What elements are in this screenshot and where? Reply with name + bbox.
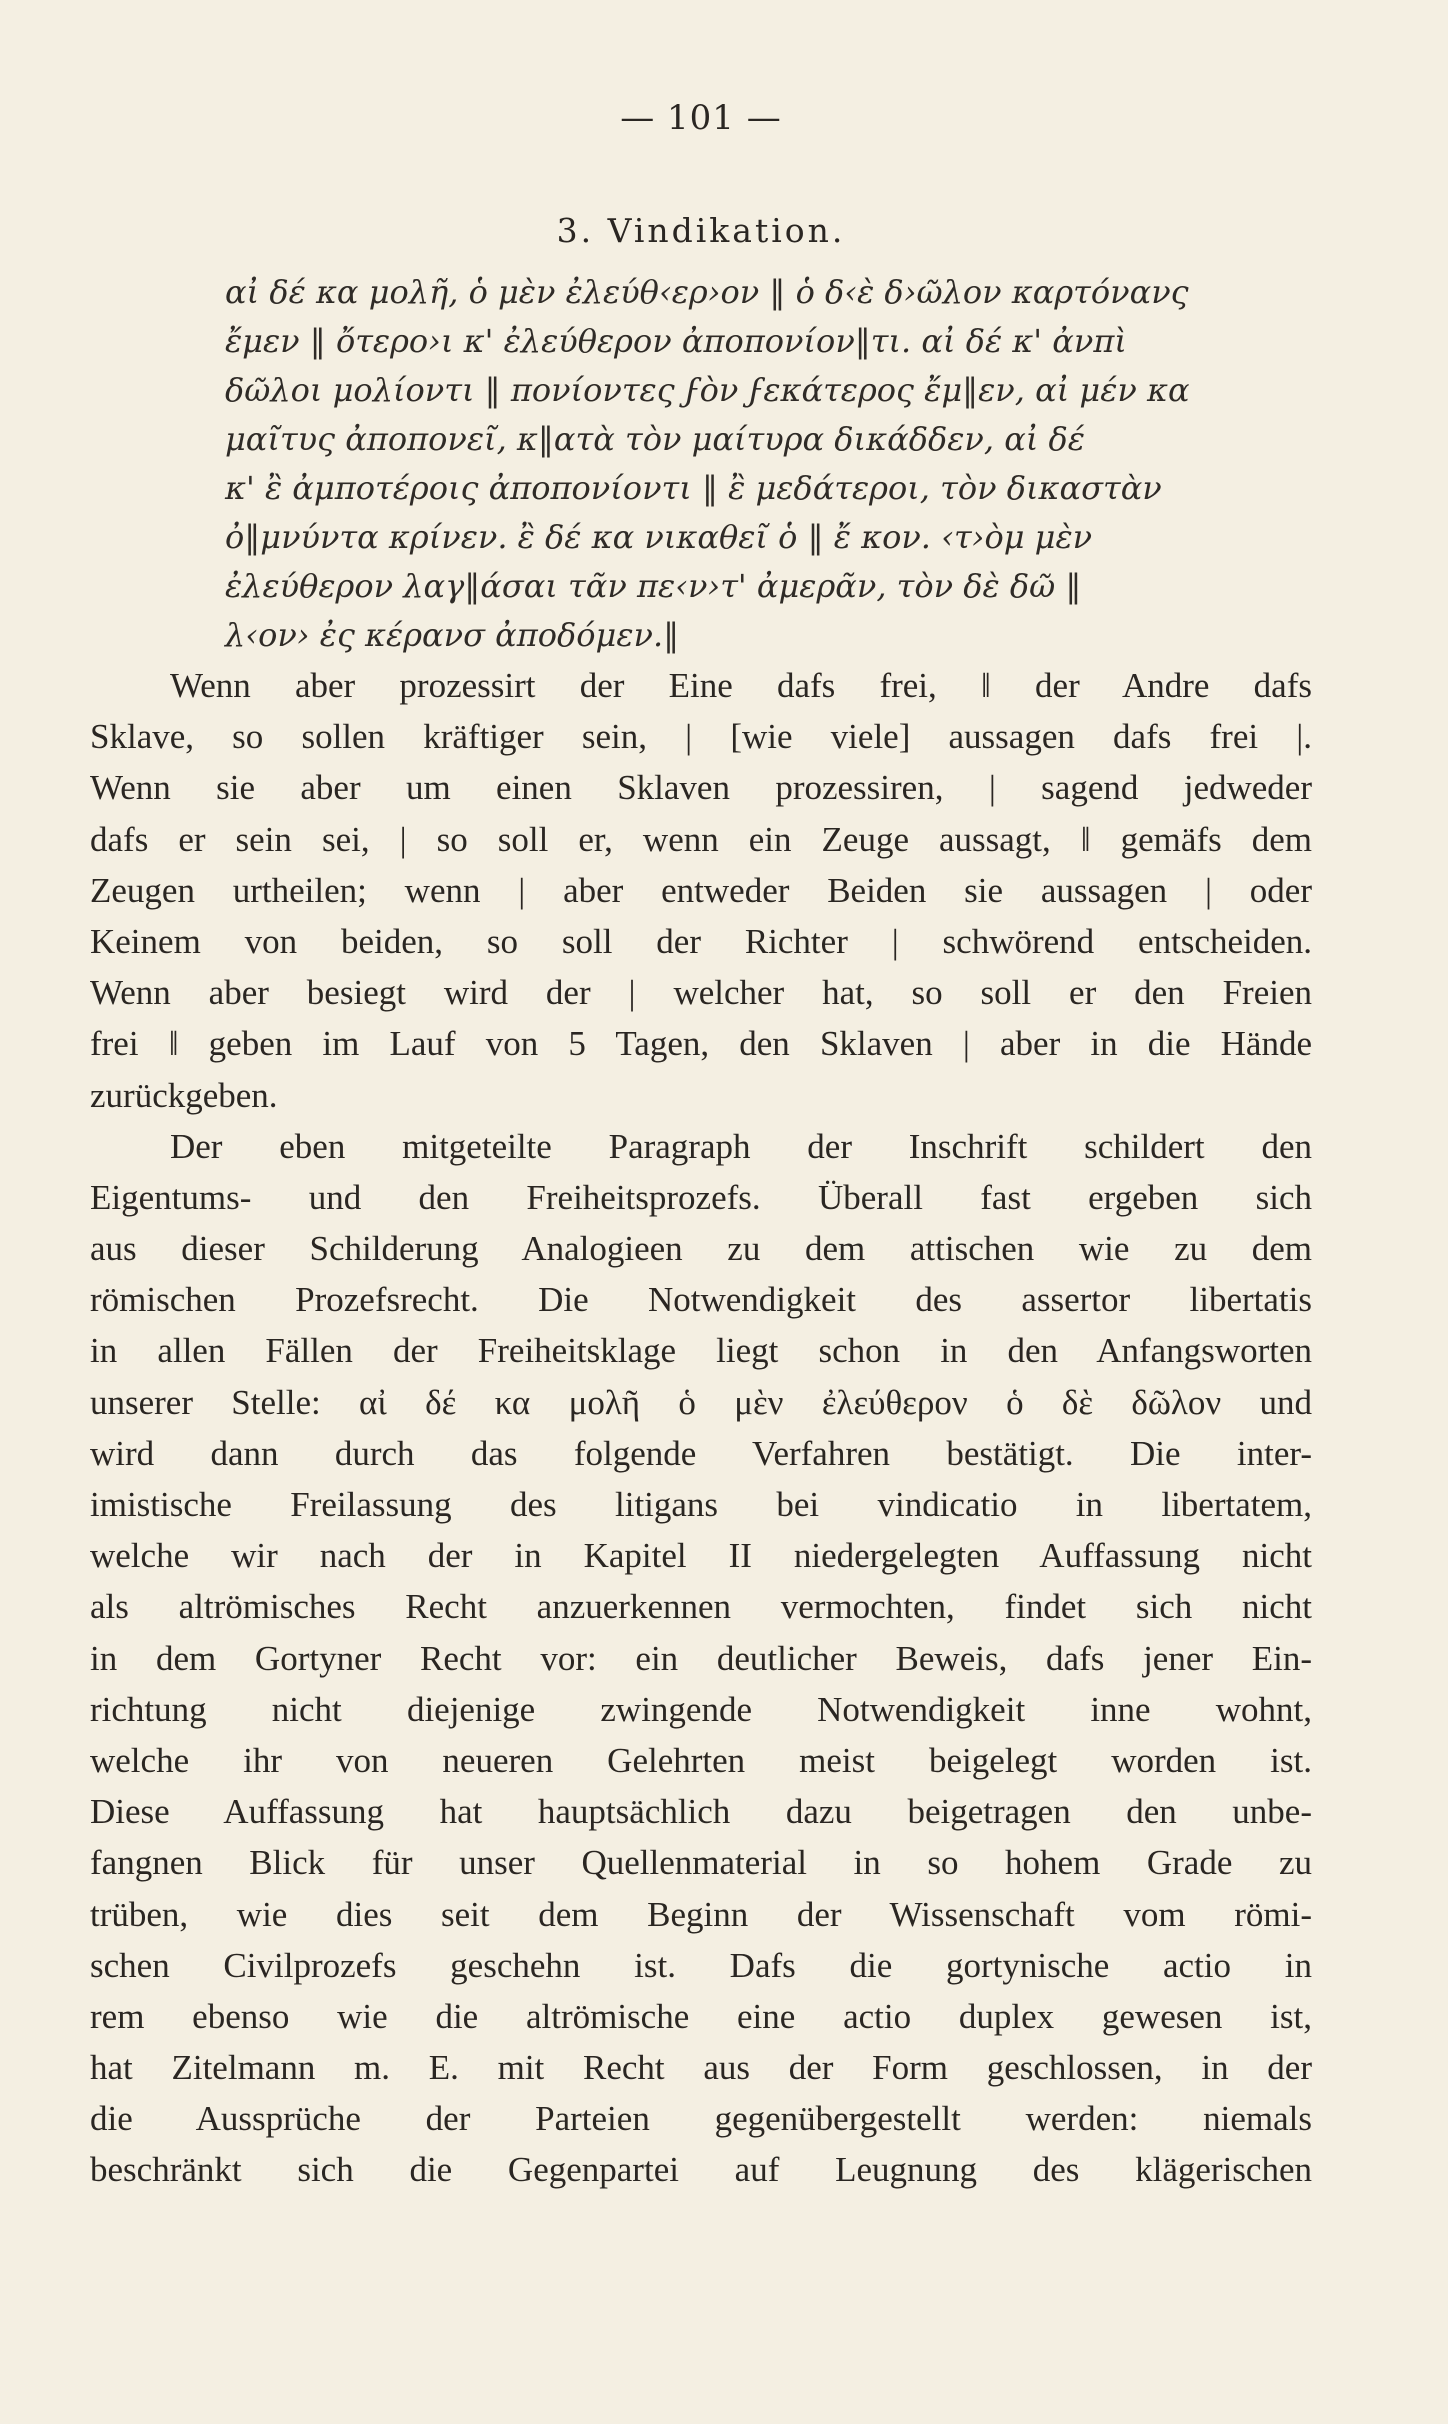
text-line: richtung nicht diejenige zwingende Notwendigkeit inne wohnt, xyxy=(90,1689,1312,1729)
text-line: fangnen Blick für unser Quellenmaterial in so hohem Grade zu xyxy=(90,1843,1312,1883)
text-line: die Aussprüche der Parteien gegenübergestellt werden: niemals xyxy=(90,2099,1312,2139)
text-line: welche wir nach der in Kapitel II niedergelegten Auffassung nicht xyxy=(90,1536,1312,1576)
text-line: zurückgeben. xyxy=(90,1075,278,1115)
greek-line: μαῖτυς ἀποπονεῖ, κ‖ατὰ τὸν μαίτυρα δικάδδεν, αἰ δέ xyxy=(225,420,1085,458)
text-line: Zeugen urtheilen; wenn | aber entweder Beiden sie aussagen | oder xyxy=(90,870,1312,910)
greek-line: δῶλοι μολίοντι ‖ πονίοντες ϝὸν ϝεκάτερος ἔμ‖εν, αἰ μέν κα xyxy=(225,371,1190,409)
text-line: Der eben mitgeteilte Paragraph der Inschrift schildert den xyxy=(170,1126,1312,1166)
text-line: beschränkt sich die Gegenpartei auf Leugnung des klägerischen xyxy=(90,2150,1312,2190)
text-line: trüben, wie dies seit dem Beginn der Wissenschaft vom römi- xyxy=(90,1894,1312,1934)
text-line: in dem Gortyner Recht vor: ein deutlicher Beweis, dafs jener Ein- xyxy=(90,1638,1312,1678)
text-line: Sklave, so sollen kräftiger sein, | [wie viele] aussagen dafs frei |. xyxy=(90,717,1312,757)
text-line: schen Civilprozefs geschehn ist. Dafs die gortynische actio in xyxy=(90,1945,1312,1985)
text-line: als altrömisches Recht anzuerkennen vermochten, findet sich nicht xyxy=(90,1587,1312,1627)
section-title: 3. Vindikation. xyxy=(556,211,846,250)
text-line: dafs er sein sei, | so soll er, wenn ein Zeuge aussagt, ‖ gemäfs dem xyxy=(90,819,1312,859)
greek-line: αἰ δέ κα μολῆ, ὁ μὲν ἐλεύθ‹ερ›ον ‖ ὁ δ‹ὲ δ›ῶλον καρτόνανς xyxy=(225,273,1189,311)
text-line: aus dieser Schilderung Analogieen zu dem attischen wie zu dem xyxy=(90,1229,1312,1269)
text-line: wird dann durch das folgende Verfahren bestätigt. Die inter- xyxy=(90,1433,1312,1473)
text-line: Wenn aber prozessirt der Eine dafs frei, ‖ der Andre dafs xyxy=(170,666,1312,705)
text-line: Wenn sie aber um einen Sklaven prozessiren, | sagend jedweder xyxy=(90,768,1312,808)
text-line: Diese Auffassung hat hauptsächlich dazu beigetragen den unbe- xyxy=(90,1792,1312,1832)
greek-line: λ‹ον› ἐς κέρανσ ἀποδόμεν.‖ xyxy=(225,616,680,654)
greek-line: ὀ‖μνύντα κρίνεν. ἒ δέ κα νικαθεῖ ὁ ‖ ἔ κον. ‹τ›ὸμ μὲν xyxy=(225,518,1093,556)
greek-line: κ' ἒ ἀμποτέροις ἀποπονίοντι ‖ ἒ μεδάτεροι, τὸν δικαστὰν xyxy=(225,469,1162,507)
text-line: Wenn aber besiegt wird der | welcher hat, so soll er den Freien xyxy=(90,973,1312,1013)
text-line: frei ‖ geben im Lauf von 5 Tagen, den Sklaven | aber in die Hände xyxy=(90,1024,1312,1064)
text-line: in allen Fällen der Freiheitsklage liegt schon in den Anfangsworten xyxy=(90,1331,1312,1371)
greek-inscription-text xyxy=(90,268,1312,660)
text-line: unserer Stelle: αἰ δέ κα μολῆ ὁ μὲν ἐλεύθερον ὁ δὲ δῶλον und xyxy=(90,1382,1312,1422)
greek-line: ἐλεύθερον λαγ‖άσαι τᾶν πε‹ν›τ' ἀμερᾶν, τὸν δὲ δῶ ‖ xyxy=(225,567,1082,605)
text-line: rem ebenso wie die altrömische eine actio duplex gewesen ist, xyxy=(90,1996,1312,2036)
text-line: Eigentums- und den Freiheitsprozefs. Überall fast ergeben sich xyxy=(90,1177,1312,1217)
document-page xyxy=(90,88,1312,2196)
text-line: hat Zitelmann m. E. mit Recht aus der Form geschlossen, in der xyxy=(90,2048,1312,2088)
text-line: imistische Freilassung des litigans bei vindicatio in libertatem, xyxy=(90,1485,1312,1524)
greek-line: ἔμεν ‖ ὄτερο›ι κ' ἐλεύθερον ἀποπονίον‖τι. αἰ δέ κ' ἀνπὶ xyxy=(225,322,1127,360)
text-line: Keinem von beiden, so soll der Richter | schwörend entscheiden. xyxy=(90,921,1312,961)
translation-paragraph xyxy=(90,660,1312,1121)
page-number: — 101 — xyxy=(620,98,782,138)
commentary-paragraph xyxy=(90,1121,1312,2196)
text-line: welche ihr von neueren Gelehrten meist beigelegt worden ist. xyxy=(90,1740,1312,1780)
text-line: römischen Prozefsrecht. Die Notwendigkeit des assertor libertatis xyxy=(90,1280,1312,1320)
